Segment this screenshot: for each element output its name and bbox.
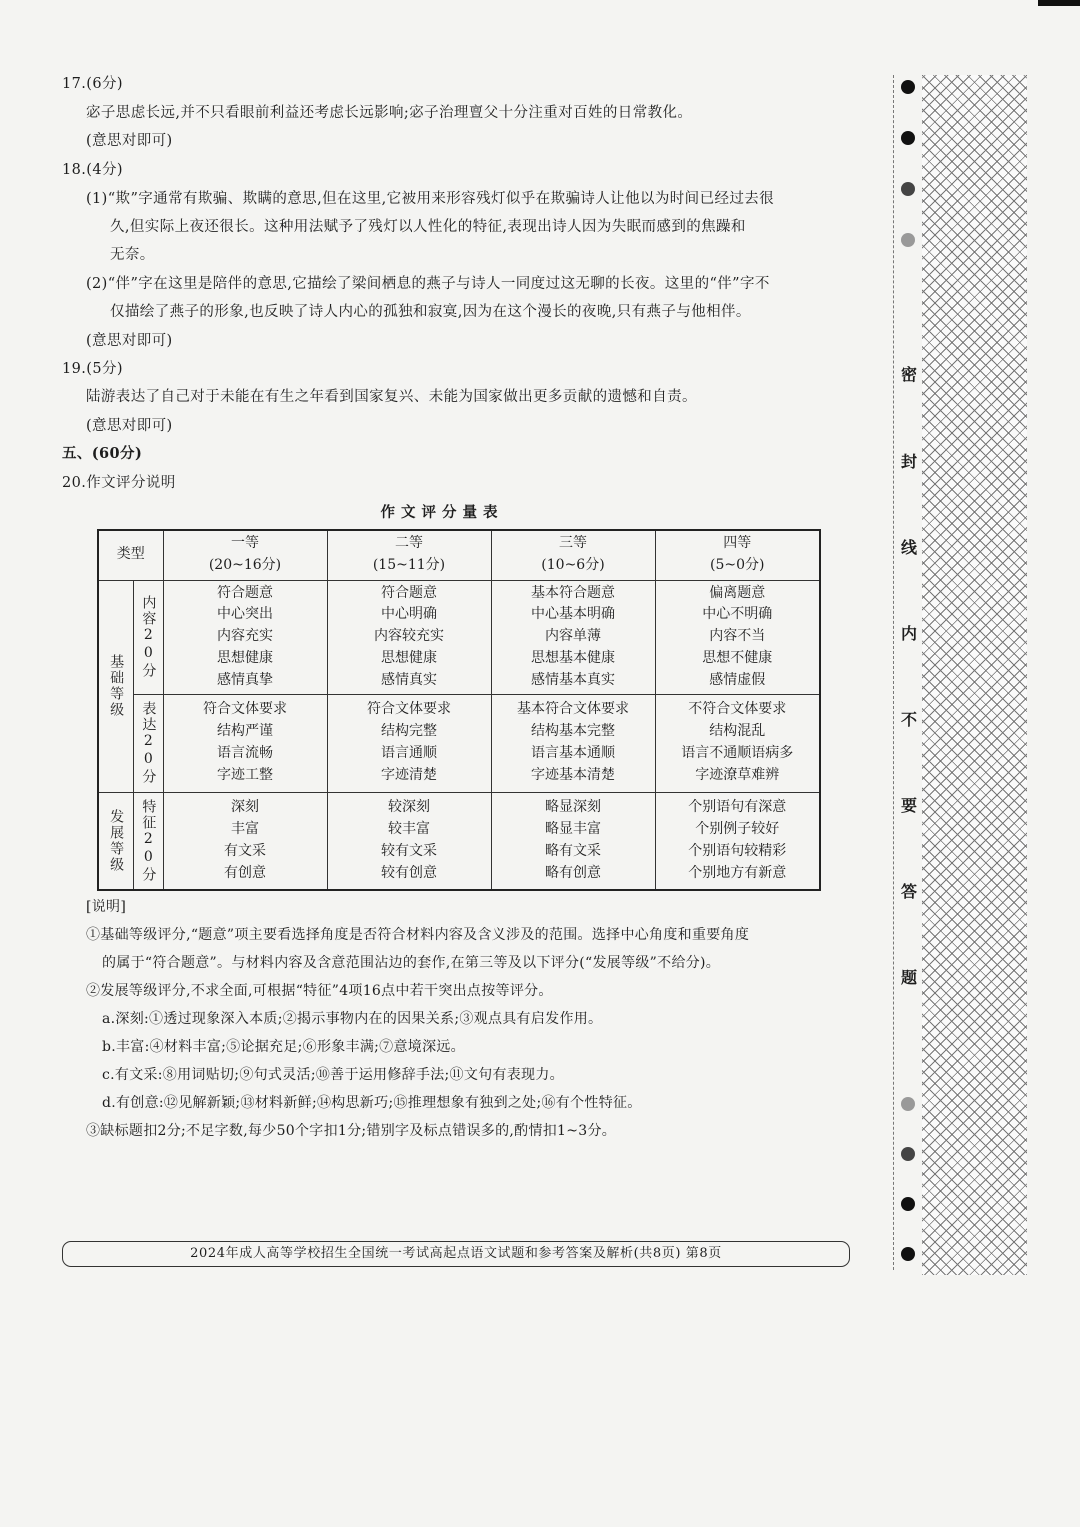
- q20-heading: 20.作文评分说明: [62, 475, 176, 491]
- grade-4-header: 四等 (5~0分): [655, 530, 820, 580]
- seal-char: 要: [899, 793, 919, 816]
- q18-part1-line1: (1)“欺”字通常有欺骗、欺瞒的意思,但在这里,它被用来形容残灯似乎在欺骗诗人让他以为时间已经过去很: [86, 191, 775, 207]
- note-1-line-2: 的属于“符合题意”。与材料内容及含意范围沾边的套作,在第三等及以下评分(“发展等级”不给分)。: [102, 955, 721, 971]
- seal-char: 题: [899, 965, 919, 988]
- seal-char: 封: [899, 449, 919, 472]
- seal-char: 内: [899, 621, 919, 644]
- feature-grade-4: 个别语句有深意 个别例子较好 个别语句较精彩 个别地方有新意: [655, 792, 820, 890]
- note-2: ②发展等级评分,不求全面,可根据“特征”4项16点中若干突出点按等评分。: [86, 983, 553, 999]
- expression-grade-4: 不符合文体要求 结构混乱 语言不通顺语病多 字迹潦草难辨: [655, 694, 820, 792]
- binding-hole-icon: [901, 182, 915, 196]
- rubric-title: 作文评分量表: [380, 504, 504, 521]
- q17-note: (意思对即可): [86, 133, 173, 149]
- note-2-b: b.丰富:④材料丰富;⑤论据充足;⑥形象丰满;⑦意境深远。: [102, 1039, 465, 1055]
- basic-level-label: 基础等级: [98, 580, 133, 792]
- seal-char: 线: [899, 535, 919, 558]
- binding-margin-hatch: [922, 75, 1027, 1275]
- section-five-heading: 五、(60分): [62, 445, 143, 462]
- content-grade-4: 偏离题意 中心不明确 内容不当 思想不健康 感情虚假: [655, 580, 820, 694]
- grade-1-header: 一等 (20~16分): [163, 530, 327, 580]
- q18-note: (意思对即可): [86, 333, 173, 349]
- type-header: 类型: [98, 530, 163, 580]
- q19-answer: 陆游表达了自己对于未能在有生之年看到国家复兴、未能为国家做出更多贡献的遗憾和自责。: [86, 389, 697, 405]
- note-2-a: a.深刻:①透过现象深入本质;②揭示事物内在的因果关系;③观点具有启发作用。: [102, 1011, 603, 1027]
- note-3: ③缺标题扣2分;不足字数,每少50个字扣1分;错别字及标点错误多的,酌情扣1~3分。: [86, 1123, 617, 1139]
- content-grade-1: 符合题意 中心突出 内容充实 思想健康 感情真挚: [163, 580, 327, 694]
- feature-grade-3: 略显深刻 略显丰富 略有文采 略有创意: [491, 792, 655, 890]
- grade-2-header: 二等 (15~11分): [327, 530, 491, 580]
- seal-char: 答: [899, 879, 919, 902]
- binding-hole-icon: [901, 80, 915, 94]
- feature-grade-1: 深刻 丰富 有文采 有创意: [163, 792, 327, 890]
- q18-part1-line2: 久,但实际上夜还很长。这种用法赋予了残灯以人性化的特征,表现出诗人因为失眠而感到的焦躁和: [110, 219, 746, 235]
- content-label: 内容20分: [133, 580, 163, 694]
- note-1-line-1: ①基础等级评分,“题意”项主要看选择角度是否符合材料内容及含义涉及的范围。选择中心角度和重要角度: [86, 927, 750, 943]
- q19-heading: 19.(5分): [62, 361, 123, 377]
- notes-label: [说明]: [86, 899, 127, 915]
- q18-part2-line1: (2)“伴”字在这里是陪伴的意思,它描绘了梁间栖息的燕子与诗人一同度过这无聊的长夜。这里的“伴”字不: [86, 276, 770, 292]
- rubric-header-row: [98, 530, 820, 580]
- rubric-feature-row: [98, 792, 820, 890]
- q18-part2-line2: 仅描绘了燕子的形象,也反映了诗人内心的孤独和寂寞,因为在这个漫长的夜晚,只有燕子与他相伴。: [110, 304, 751, 320]
- rubric-expression-row: [98, 694, 820, 792]
- development-level-label: 发展等级: [98, 792, 133, 890]
- binding-hole-icon: [901, 233, 915, 247]
- binding-hole-icon: [901, 1197, 915, 1211]
- rubric-content-row: [98, 580, 820, 694]
- q18-heading: 18.(4分): [62, 162, 123, 178]
- page-footer: 2024年成人高等学校招生全国统一考试高起点语文试题和参考答案及解析(共8页) 第8页: [62, 1241, 850, 1267]
- binding-hole-icon: [901, 131, 915, 145]
- binding-hole-icon: [901, 1147, 915, 1161]
- seal-dashed-line: [893, 75, 894, 1270]
- rubric-table: [97, 529, 821, 891]
- seal-char: 不: [899, 707, 919, 730]
- q18-part1-line3: 无奈。: [110, 247, 155, 263]
- q19-note: (意思对即可): [86, 418, 173, 434]
- q17-heading: 17.(6分): [62, 76, 123, 92]
- expression-grade-3: 基本符合文体要求 结构基本完整 语言基本通顺 字迹基本清楚: [491, 694, 655, 792]
- note-2-c: c.有文采:⑧用词贴切;⑨句式灵活;⑩善于运用修辞手法;⑪文句有表现力。: [102, 1067, 564, 1083]
- content-grade-2: 符合题意 中心明确 内容较充实 思想健康 感情真实: [327, 580, 491, 694]
- content-grade-3: 基本符合题意 中心基本明确 内容单薄 思想基本健康 感情基本真实: [491, 580, 655, 694]
- note-2-d: d.有创意:⑫见解新颖;⑬材料新鲜;⑭构思新巧;⑮推理想象有独到之处;⑯有个性特征。: [102, 1095, 642, 1111]
- feature-grade-2: 较深刻 较丰富 较有文采 较有创意: [327, 792, 491, 890]
- expression-grade-2: 符合文体要求 结构完整 语言通顺 字迹清楚: [327, 694, 491, 792]
- feature-label: 特征20分: [133, 792, 163, 890]
- binding-hole-icon: [901, 1247, 915, 1261]
- corner-mark: [1038, 0, 1080, 6]
- expression-label: 表达20分: [133, 694, 163, 792]
- q17-answer: 宓子思虑长远,并不只看眼前利益还考虑长远影响;宓子治理亶父十分注重对百姓的日常教化。: [86, 105, 693, 121]
- expression-grade-1: 符合文体要求 结构严谨 语言流畅 字迹工整: [163, 694, 327, 792]
- seal-char: 密: [899, 362, 919, 385]
- grade-3-header: 三等 (10~6分): [491, 530, 655, 580]
- binding-hole-icon: [901, 1097, 915, 1111]
